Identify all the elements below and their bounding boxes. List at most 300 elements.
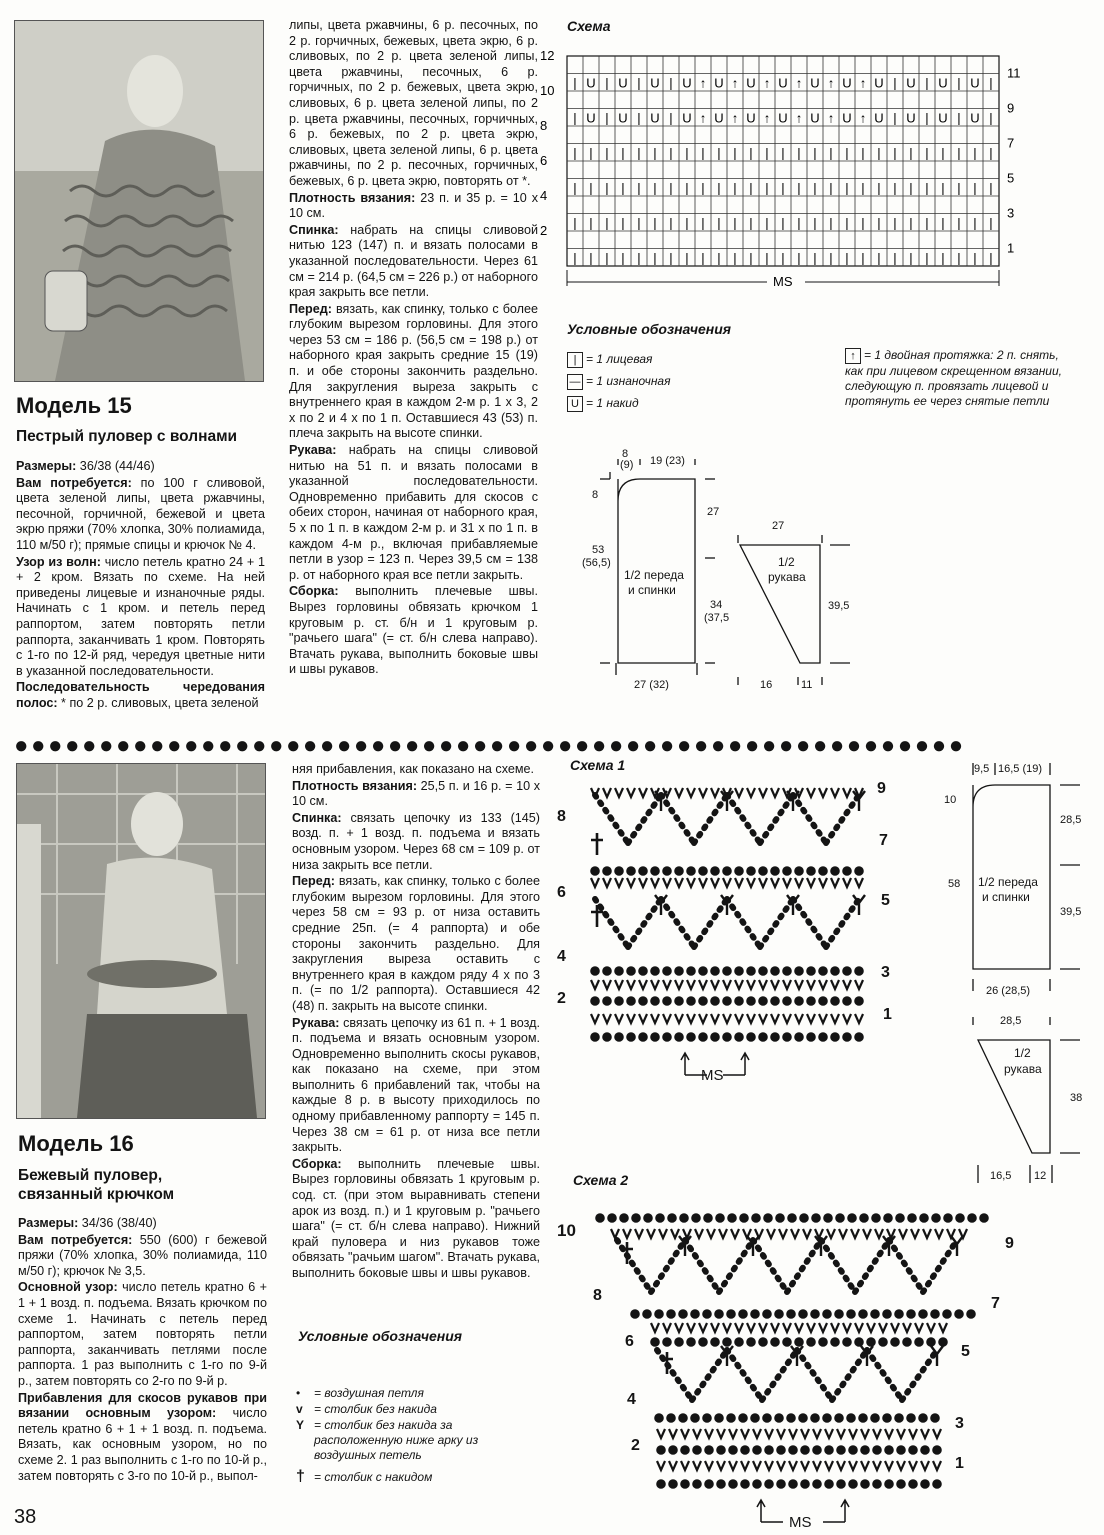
single-crochet-mark	[819, 788, 827, 797]
single-crochet-mark	[651, 1323, 659, 1332]
stitch-symbol: U	[650, 75, 660, 91]
single-crochet-mark	[795, 980, 803, 989]
single-crochet-mark	[711, 788, 719, 797]
chain-stitch-mark	[717, 1446, 725, 1454]
chain-stitch-mark	[687, 997, 695, 1005]
model16-text-col2	[292, 762, 540, 1283]
chain-stitch-mark	[831, 997, 839, 1005]
dim-label: 58	[948, 878, 961, 890]
row-number: 7	[879, 832, 888, 849]
chain-stitch-mark	[591, 867, 599, 875]
chain-stitch-mark	[909, 1446, 917, 1454]
chain-stitch-mark	[909, 1480, 917, 1488]
stitch-symbol: U	[714, 110, 724, 126]
chain-stitch-mark	[819, 867, 827, 875]
single-crochet-mark	[819, 1014, 827, 1023]
single-crochet-mark	[687, 980, 695, 989]
chain-stitch-mark	[723, 997, 731, 1005]
chain-stitch-mark	[663, 997, 671, 1005]
stitch-symbol: ↑	[795, 110, 803, 126]
chain-stitch-mark	[819, 967, 827, 975]
single-crochet-mark	[747, 1323, 755, 1332]
chain-arch-mark	[923, 1240, 957, 1292]
row-number: 9	[1005, 1235, 1014, 1252]
chain-stitch-mark	[735, 967, 743, 975]
stitch-symbol: |	[989, 180, 993, 196]
single-crochet-mark	[705, 1461, 713, 1470]
single-crochet-mark	[807, 878, 815, 887]
chain-stitch-mark	[699, 967, 707, 975]
row-number: 4	[627, 1391, 636, 1408]
stitch-symbol: |	[685, 145, 689, 161]
dim-label: 27	[707, 506, 720, 518]
stitch-symbol: U	[810, 110, 820, 126]
chain-stitch-mark	[699, 997, 707, 1005]
row-number: 6	[557, 884, 566, 901]
single-crochet-mark	[693, 1429, 701, 1438]
row-number: 7	[991, 1295, 1000, 1312]
single-crochet-mark	[771, 878, 779, 887]
single-crochet-mark	[735, 1014, 743, 1023]
model15-title: Модель 15	[16, 393, 132, 418]
chain-stitch-mark	[668, 1214, 676, 1222]
arrow-up-icon: ↑	[845, 348, 861, 364]
chain-stitch-mark	[943, 1310, 951, 1318]
row-number-left: 2	[540, 223, 548, 238]
stitch-symbol: |	[957, 215, 961, 231]
chain-stitch-mark	[747, 997, 755, 1005]
stitch-symbol: |	[717, 145, 721, 161]
chain-stitch-mark	[855, 867, 863, 875]
chain-stitch-icon: •	[296, 1386, 301, 1400]
single-crochet-mark	[843, 1323, 851, 1332]
stitch-symbol: |	[781, 250, 785, 266]
single-crochet-mark	[789, 1429, 797, 1438]
chain-stitch-mark	[813, 1446, 821, 1454]
stitch-symbol: |	[957, 145, 961, 161]
stitch-symbol: U	[842, 110, 852, 126]
row-number: 3	[881, 964, 890, 981]
single-crochet-mark	[657, 1429, 665, 1438]
chain-stitch-mark	[867, 1338, 875, 1346]
chain-stitch-mark	[801, 1446, 809, 1454]
stitch-symbol: |	[893, 215, 897, 231]
stitch-symbol: U	[586, 75, 596, 91]
stitch-symbol: |	[717, 180, 721, 196]
chain-stitch-mark	[831, 1033, 839, 1041]
model15-text-col1	[16, 459, 265, 713]
chain-stitch-mark	[644, 1214, 652, 1222]
row-number-right: 5	[1007, 170, 1015, 186]
row-number: 9	[877, 780, 886, 797]
chain-stitch-mark	[801, 1480, 809, 1488]
ms-label: MS	[773, 274, 793, 289]
chain-stitch-mark	[651, 1338, 659, 1346]
dim-label: 8	[622, 448, 629, 460]
chain-arch-mark	[753, 1240, 787, 1292]
dim-label: (37,5	[704, 612, 730, 624]
single-crochet-mark	[759, 1014, 767, 1023]
sleeve-label: 1/2	[778, 555, 795, 569]
single-crochet-mark	[639, 788, 647, 797]
chain-stitch-mark	[632, 1214, 640, 1222]
chain-stitch-mark	[751, 1414, 759, 1422]
stitch-symbol: |	[589, 145, 593, 161]
chain-stitch-mark	[723, 1338, 731, 1346]
dim-label: 39,5	[828, 600, 850, 612]
chain-stitch-mark	[711, 867, 719, 875]
text-paragraph: Спинка: связать цепочку из 133 (145) возд. п. + 1 возд. п. подъема и вязать основным узором. Через 68 см = 109 р. от низа закрыть все петли.	[292, 810, 540, 872]
chain-stitch-mark	[739, 1310, 747, 1318]
single-crochet-mark	[723, 1014, 731, 1023]
chain-arch-mark	[793, 795, 826, 843]
chain-stitch-mark	[675, 997, 683, 1005]
chain-stitch-mark	[729, 1446, 737, 1454]
chain-stitch-mark	[787, 1310, 795, 1318]
stitch-symbol: |	[573, 215, 577, 231]
chain-stitch-mark	[795, 997, 803, 1005]
single-crochet-mark	[681, 1461, 689, 1470]
chain-stitch-mark	[687, 1033, 695, 1041]
single-crochet-mark	[723, 980, 731, 989]
chain-stitch-mark	[680, 1214, 688, 1222]
single-crochet-mark	[843, 788, 851, 797]
stitch-symbol: |	[877, 250, 881, 266]
single-crochet-mark	[939, 1323, 947, 1332]
chain-stitch-mark	[783, 1033, 791, 1041]
single-crochet-mark	[777, 1461, 785, 1470]
chain-stitch-mark	[663, 1033, 671, 1041]
chain-stitch-mark	[716, 1214, 724, 1222]
chain-stitch-mark	[681, 1480, 689, 1488]
single-crochet-mark	[747, 980, 755, 989]
stitch-symbol: U	[746, 110, 756, 126]
chain-stitch-mark	[691, 1310, 699, 1318]
dim-label: 39,5	[1060, 906, 1082, 918]
chain-stitch-mark	[620, 1214, 628, 1222]
stitch-symbol: |	[717, 250, 721, 266]
single-crochet-mark	[885, 1429, 893, 1438]
chain-stitch-mark	[740, 1214, 748, 1222]
chain-stitch-mark	[921, 1446, 929, 1454]
chain-stitch-mark	[764, 1214, 772, 1222]
chain-stitch-mark	[705, 1480, 713, 1488]
text-paragraph: Вам потребуется: 550 (600) г бежевой пряжи (70% хлопка, 30% полиамида, 110 м/50 г); крючок № 3,5.	[18, 1232, 267, 1278]
stitch-symbol: |	[925, 215, 929, 231]
single-crochet-mark	[741, 1429, 749, 1438]
chain-arch-mark	[651, 1240, 685, 1292]
chain-stitch-mark	[823, 1414, 831, 1422]
stitch-symbol: |	[637, 110, 641, 126]
stitch-symbol: ↑	[763, 110, 771, 126]
dim-label: 12	[1034, 1170, 1047, 1182]
stitch-symbol: U	[874, 110, 884, 126]
single-crochet-mark	[759, 980, 767, 989]
single-crochet-mark	[693, 1461, 701, 1470]
chain-stitch-mark	[807, 967, 815, 975]
single-crochet-mark	[819, 980, 827, 989]
chain-stitch-mark	[663, 967, 671, 975]
single-crochet-mark	[627, 980, 635, 989]
chain-stitch-mark	[591, 967, 599, 975]
stitch-symbol: |	[925, 250, 929, 266]
chain-stitch-mark	[741, 1480, 749, 1488]
single-crochet-mark	[935, 1229, 943, 1238]
single-crochet-mark	[807, 980, 815, 989]
chain-stitch-mark	[847, 1310, 855, 1318]
text-paragraph: Сборка: выполнить плечевые швы. Вырез горловины обвязать 1 круговым р. сод. ст. (при этом выравнивать степени арок из возд. п.) и 1 круговым р. "рачьего шага" (= ст. б/н слева направо). Нижний край пуловера и низ рукавов тоже обвязать "рачьим шагом". Втачать рукава, выполнить боковые швы и швы рукавов.	[292, 1156, 540, 1280]
single-crochet-mark	[915, 1323, 923, 1332]
ms-label: MS	[701, 1067, 724, 1084]
stitch-symbol: |	[573, 110, 577, 126]
single-crochet-mark	[825, 1461, 833, 1470]
single-crochet-mark	[705, 1429, 713, 1438]
chain-stitch-mark	[884, 1214, 892, 1222]
text-paragraph: Плотность вязания: 25,5 п. и 16 р. = 10 х 10 см.	[292, 778, 540, 809]
stitch-symbol: |	[749, 250, 753, 266]
chain-stitch-mark	[759, 867, 767, 875]
chain-stitch-mark	[907, 1310, 915, 1318]
chain-stitch-mark	[933, 1446, 941, 1454]
chain-stitch-mark	[651, 867, 659, 875]
crochet-legend-title: Условные обозначения	[298, 1328, 463, 1344]
chain-stitch-mark	[657, 1446, 665, 1454]
single-crochet-mark	[711, 878, 719, 887]
single-crochet-mark	[747, 788, 755, 797]
single-crochet-mark	[767, 1229, 775, 1238]
chain-stitch-mark	[783, 1338, 791, 1346]
chain-stitch-mark	[723, 1033, 731, 1041]
dim-label: 34	[710, 599, 723, 611]
single-crochet-mark	[765, 1461, 773, 1470]
chain-stitch-mark	[615, 967, 623, 975]
chain-stitch-mark	[813, 1480, 821, 1488]
single-crochet-mark	[911, 1229, 919, 1238]
chain-stitch-mark	[759, 997, 767, 1005]
chain-arch-mark	[727, 1350, 762, 1400]
row-number: 1	[883, 1006, 892, 1023]
single-crochet-mark	[711, 1323, 719, 1332]
single-crochet-mark	[627, 1014, 635, 1023]
legend-title: Условные обозначения	[567, 321, 732, 337]
stitch-symbol: |	[717, 215, 721, 231]
chain-arch-mark	[867, 1350, 902, 1400]
stitch-symbol: |	[733, 250, 737, 266]
single-crochet-mark	[827, 1229, 835, 1238]
chain-stitch-mark	[824, 1214, 832, 1222]
stitch-symbol: |	[957, 250, 961, 266]
stitch-symbol: U	[842, 75, 852, 91]
single-crochet-mark	[897, 1461, 905, 1470]
single-crochet-mark	[897, 1429, 905, 1438]
single-crochet-mark	[899, 1229, 907, 1238]
stitch-symbol: |	[925, 110, 929, 126]
chain-stitch-mark	[776, 1214, 784, 1222]
single-crochet-mark	[855, 1014, 863, 1023]
chain-arch-mark	[685, 1240, 719, 1292]
single-crochet-mark	[735, 1323, 743, 1332]
chain-stitch-mark	[871, 1310, 879, 1318]
stitch-symbol: |	[861, 145, 865, 161]
single-crochet-mark	[699, 1014, 707, 1023]
single-crochet-mark	[663, 1014, 671, 1023]
row-number: 5	[961, 1343, 970, 1360]
dim-label: 10	[944, 794, 957, 806]
single-crochet-mark	[611, 1229, 619, 1238]
dim-label: 38	[1070, 1092, 1083, 1104]
chain-stitch-mark	[787, 1414, 795, 1422]
stitch-symbol: |	[765, 180, 769, 196]
chain-stitch-mark	[627, 867, 635, 875]
chain-stitch-mark	[603, 867, 611, 875]
single-crochet-mark	[669, 1461, 677, 1470]
single-crochet-mark	[777, 1429, 785, 1438]
chain-stitch-mark	[927, 1338, 935, 1346]
yarn-over-icon: U	[567, 396, 583, 412]
row-number: 10	[557, 1221, 576, 1240]
single-crochet-mark	[735, 878, 743, 887]
chain-stitch-mark	[915, 1338, 923, 1346]
chain-stitch-mark	[883, 1414, 891, 1422]
stitch-symbol: |	[909, 180, 913, 196]
stitch-symbol: |	[861, 250, 865, 266]
stitch-symbol: |	[861, 215, 865, 231]
single-crochet-mark	[765, 1429, 773, 1438]
single-crochet-mark	[627, 878, 635, 887]
single-crochet-mark	[659, 1229, 667, 1238]
single-crochet-mark	[839, 1229, 847, 1238]
chain-stitch-mark	[692, 1214, 700, 1222]
chain-stitch-mark	[667, 1414, 675, 1422]
single-crochet-mark	[747, 1014, 755, 1023]
single-crochet-mark	[875, 1229, 883, 1238]
single-crochet-mark	[831, 1323, 839, 1332]
chain-stitch-mark	[643, 1310, 651, 1318]
single-crochet-mark	[831, 788, 839, 797]
row-number: 1	[955, 1455, 964, 1472]
single-crochet-mark	[699, 788, 707, 797]
stitch-symbol: |	[589, 180, 593, 196]
single-crochet-mark	[771, 980, 779, 989]
stitch-symbol: |	[701, 215, 705, 231]
stitch-symbol: |	[621, 180, 625, 196]
chain-stitch-mark	[679, 1414, 687, 1422]
text-paragraph: Рукава: набрать на спицы сливовой нитью на 51 п. и вязать полосами в указанной последовательности. Одновременно прибавить для скосов с обеих сторон, начиная от наборного края, 5 х по 1 п. в каждом 2-м р. и 31 х по 1 п. в каждом 4-м р., включая прибавляемые петли в узор = 123 п. Через 39,5 см = 138 р. от наборного края все петли закрыть.	[289, 443, 538, 582]
dim-label: 53	[592, 544, 605, 556]
chain-stitch-mark	[651, 997, 659, 1005]
stitch-symbol: |	[733, 145, 737, 161]
single-crochet-mark	[813, 1429, 821, 1438]
chain-stitch-mark	[895, 1310, 903, 1318]
ms-bracket	[757, 1500, 765, 1522]
single-crochet-mark	[783, 878, 791, 887]
chain-stitch-mark	[747, 867, 755, 875]
chain-stitch-mark	[771, 867, 779, 875]
single-crochet-mark	[909, 1429, 917, 1438]
chain-stitch-mark	[944, 1214, 952, 1222]
chain-stitch-mark	[919, 1414, 927, 1422]
stitch-symbol: |	[765, 145, 769, 161]
stitch-symbol: |	[989, 250, 993, 266]
chain-stitch-mark	[895, 1414, 903, 1422]
single-crochet-mark	[933, 1429, 941, 1438]
chain-arch-mark	[760, 899, 793, 947]
chain-stitch-mark	[703, 1310, 711, 1318]
stitch-symbol: |	[909, 145, 913, 161]
single-crochet-mark	[591, 878, 599, 887]
chain-stitch-mark	[715, 1310, 723, 1318]
single-crochet-mark	[795, 1014, 803, 1023]
stitch-symbol: |	[653, 215, 657, 231]
model16-title: Модель 16	[18, 1131, 134, 1156]
body-label: 1/2 переда	[624, 568, 684, 582]
chain-stitch-mark	[891, 1338, 899, 1346]
single-crochet-mark	[801, 1429, 809, 1438]
chain-stitch-mark	[775, 1414, 783, 1422]
chain-stitch-mark	[771, 997, 779, 1005]
arch-crochet-mark	[853, 791, 865, 811]
chain-stitch-mark	[717, 1480, 725, 1488]
stitch-symbol: |	[941, 180, 945, 196]
chain-arch-mark	[787, 1240, 821, 1292]
single-crochet-mark	[873, 1429, 881, 1438]
chain-stitch-mark	[849, 1446, 857, 1454]
dim-label: 19 (23)	[650, 455, 685, 467]
chain-arch-mark	[727, 795, 760, 843]
single-crochet-mark	[699, 878, 707, 887]
row-number: 3	[955, 1415, 964, 1432]
single-crochet-mark	[747, 878, 755, 887]
chain-arch-mark	[692, 1350, 727, 1400]
schema-title: Схема	[567, 18, 611, 34]
stitch-symbol: |	[829, 145, 833, 161]
chain-arch-mark	[628, 899, 661, 947]
chain-stitch-mark	[639, 967, 647, 975]
single-crochet-mark	[819, 1323, 827, 1332]
stitch-symbol: ↑	[795, 75, 803, 91]
body-label: и спинки	[982, 890, 1030, 904]
stitch-symbol: |	[797, 145, 801, 161]
single-crochet-mark	[753, 1429, 761, 1438]
stitch-symbol: U	[746, 75, 756, 91]
single-crochet-mark	[663, 980, 671, 989]
single-crochet-mark	[603, 788, 611, 797]
single-crochet-mark	[825, 1429, 833, 1438]
single-crochet-mark	[711, 980, 719, 989]
stitch-symbol: ↑	[731, 75, 739, 91]
row-number: 4	[557, 948, 566, 965]
chain-stitch-mark	[615, 1033, 623, 1041]
single-crochet-mark	[603, 980, 611, 989]
single-crochet-mark	[717, 1461, 725, 1470]
single-crochet-mark	[855, 1323, 863, 1332]
single-crochet-mark	[627, 788, 635, 797]
stitch-symbol: |	[573, 75, 577, 91]
chain-stitch-mark	[777, 1446, 785, 1454]
chain-stitch-mark	[735, 1338, 743, 1346]
chain-stitch-mark	[729, 1480, 737, 1488]
chain-stitch-mark	[932, 1214, 940, 1222]
single-crochet-mark	[903, 1323, 911, 1332]
chain-arch-mark	[889, 1240, 923, 1292]
single-crochet-mark	[759, 788, 767, 797]
chain-stitch-mark	[603, 967, 611, 975]
stitch-symbol: |	[989, 215, 993, 231]
stitch-symbol: U	[618, 75, 628, 91]
chain-stitch-mark	[656, 1214, 664, 1222]
single-crochet-mark	[615, 1014, 623, 1023]
chain-stitch-mark	[753, 1446, 761, 1454]
